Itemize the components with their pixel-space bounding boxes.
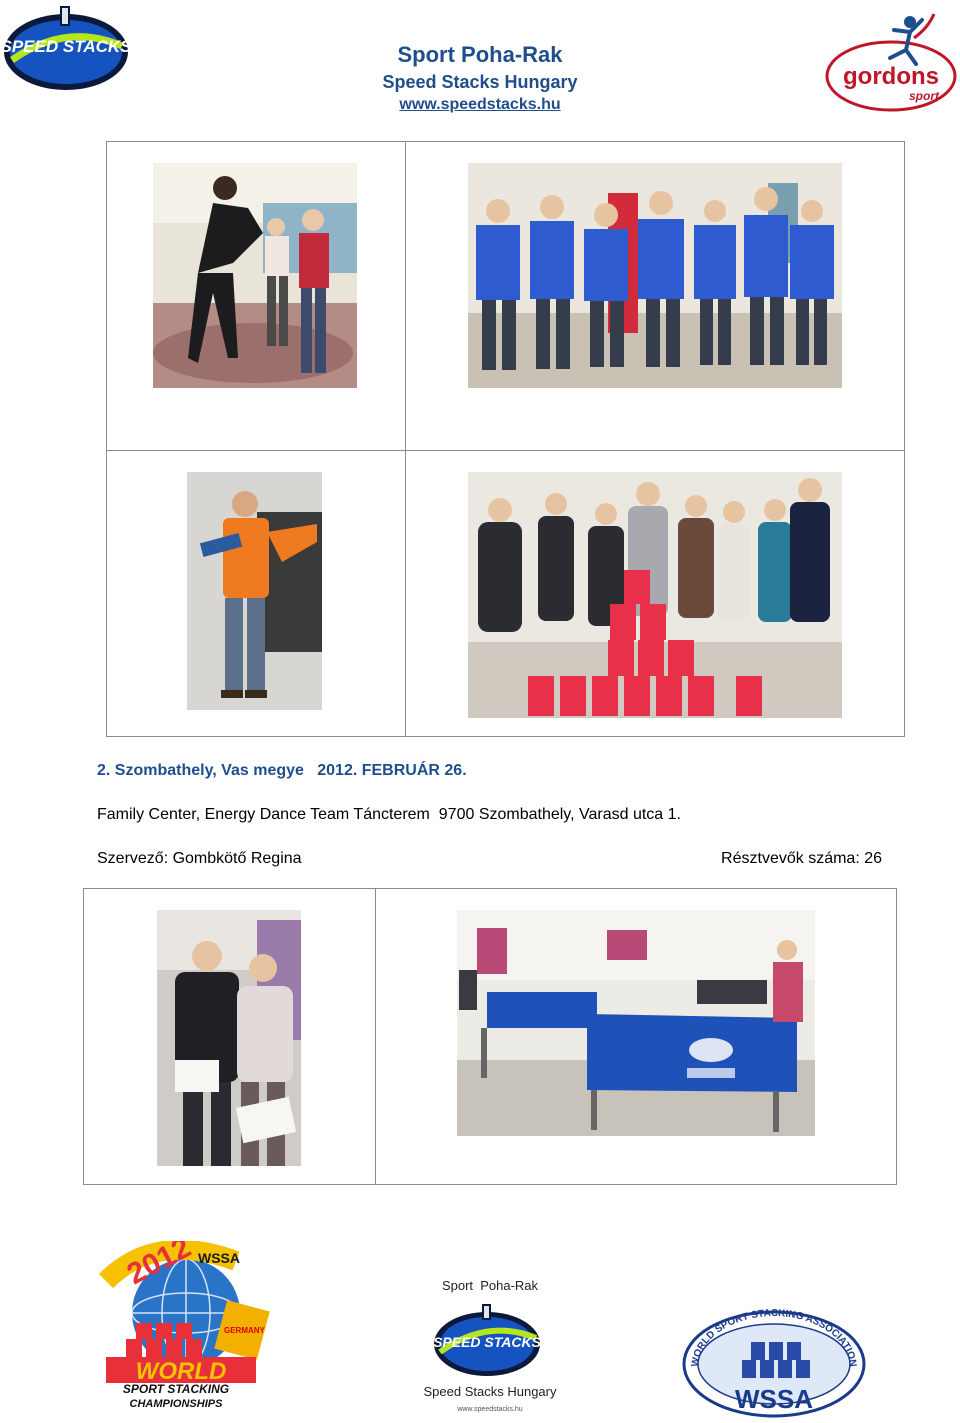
footer-url: www.speedstacks.hu [457, 1406, 523, 1413]
wssa-association-logo [680, 1298, 868, 1418]
gordons-sport-logo [824, 8, 958, 114]
photo-man-orange-shirt [187, 472, 322, 710]
table-divider [106, 450, 905, 451]
wssa-line2-text: CHAMPIONSHIPS [129, 1398, 223, 1410]
photo-hall-blue-tables [457, 910, 815, 1136]
header-url-link[interactable]: www.speedstacks.hu [399, 96, 561, 113]
photo-children-blue-shirts [468, 163, 842, 388]
wssa-word-text: WORLD [135, 1358, 227, 1385]
wssa-org-text: WSSA [198, 1250, 240, 1266]
footer-bottom-text: Speed Stacks Hungary [423, 1384, 557, 1399]
header-subtitle: Speed Stacks Hungary [382, 72, 578, 92]
wssa-line1-text: SPORT STACKING [122, 1382, 230, 1396]
speed-stacks-logo-text: SPEED STACKS [2, 37, 130, 56]
footer-speed-stacks-logo-text: SPEED STACKS [433, 1334, 541, 1350]
photo-group-cup-pyramid [468, 472, 842, 718]
wssa-2012-world-championships-logo [96, 1241, 274, 1411]
wssa-year-text: 2012 [121, 1241, 197, 1292]
footer-top-text: Sport Poha-Rak [441, 1278, 539, 1293]
table-divider [405, 141, 406, 737]
header-title: Sport Poha-Rak [397, 42, 563, 67]
gordons-logo-subtext: sport [909, 89, 939, 103]
wssa-country-text: GERMANY [224, 1326, 265, 1335]
photo-woman-with-children [153, 163, 357, 388]
table-divider [375, 888, 376, 1185]
event-title: 2. Szombathely, Vas megye 2012. FEBRUÁR 26. [97, 762, 467, 779]
event-participants: Résztvevők száma: 26 [721, 850, 882, 867]
event-venue: Family Center, Energy Dance Team Táncterem 9700 Szombathely, Varasd utca 1. [97, 806, 681, 823]
wssa-abbr-text: WSSA [735, 1384, 813, 1414]
event-organizer: Szervező: Gombkötő Regina [97, 850, 302, 867]
gordons-logo-text: gordons [843, 63, 939, 90]
footer-speed-stacks-logo [432, 1300, 542, 1378]
wssa-ring-text: WORLD SPORT STACKING ASSOCIATION [689, 1307, 859, 1368]
photo-two-girls-certificates [157, 910, 301, 1166]
